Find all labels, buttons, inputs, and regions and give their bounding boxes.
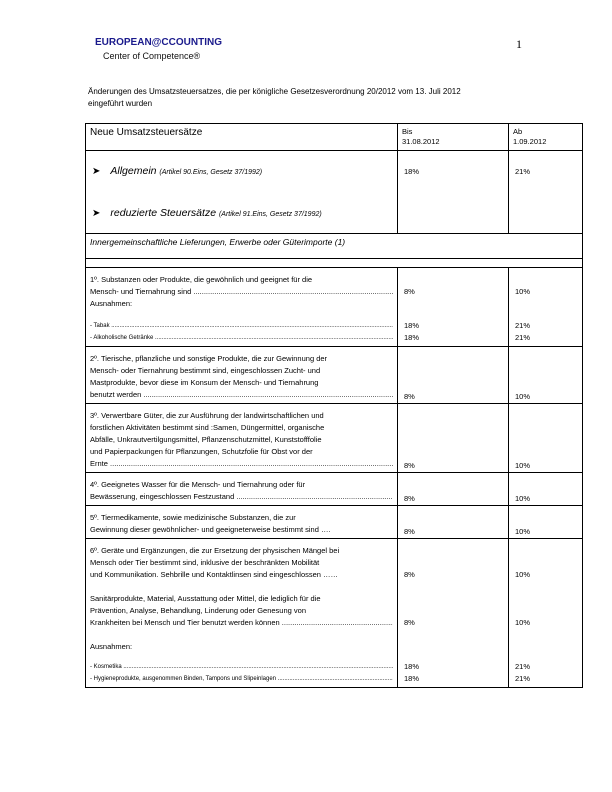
rate-value: 18% (404, 333, 420, 342)
row-line: 4º. Geeignetes Wasser für die Mensch- und Tiernahrung oder für (90, 480, 306, 489)
rate-before-cell (398, 404, 509, 473)
table-header-row (86, 124, 583, 151)
row-line: benutzt werden ..... (90, 389, 393, 401)
rate-value: 8% (404, 618, 415, 627)
rate-before-cell (398, 473, 509, 506)
spacer-cell (86, 259, 583, 268)
general-rate-before: 18% (398, 151, 509, 234)
rate-value: 10% (515, 527, 531, 536)
col-header-line: Bis (402, 127, 413, 136)
row-line: und Papierpackungen für Pflanzungen, Schutzfolie für Obst vor der (90, 447, 313, 456)
rate-after-cell (509, 268, 583, 347)
table-row (86, 268, 583, 347)
rate-value: 10% (515, 287, 531, 296)
rate-after-cell (509, 539, 583, 688)
page-number: 1 (516, 37, 522, 51)
row-text (86, 506, 398, 539)
row-line: 1º. Substanzen oder Produkte, die gewöhnlich und geeignet für die (90, 275, 313, 284)
rate-value: 10% (515, 392, 531, 401)
row-line: Mensch- und Tiernahrung sind ..... (90, 286, 393, 298)
row-line: und Kommunikation. Sehbrille und Kontaktlinsen sind eingeschlossen …… (90, 570, 339, 579)
table-row (86, 506, 583, 539)
rate-value: 21% (515, 674, 531, 683)
rate-value: 8% (404, 570, 415, 579)
row-line: Mastprodukte, bevor diese im Konsum der Mensch- und Tiernahrung (90, 378, 319, 387)
row-line: Gewinnung dieser gewöhnlicher- und geeigneterweise bestimmt sind …. (90, 525, 331, 534)
category-ref: (Artikel 90.Eins, Gesetz 37/1992) (159, 169, 263, 176)
exception-line: - Hygieneprodukte, ausgenommen Binden, Tampons und Slipeinlagen ..... (90, 673, 393, 685)
rate-value: 18% (404, 674, 420, 683)
col-header-line: Ab (513, 127, 523, 136)
intro-text (88, 86, 528, 110)
rate-value: 18% (404, 662, 420, 671)
row-line: Ernte ..... (90, 458, 393, 470)
row-text (86, 404, 398, 473)
row-line: Abfälle, Unkrautvertilgungsmittel, Pflanzenschutzmittel, Kunststofffolie (90, 435, 322, 444)
col-header-line: 1.09.2012 (513, 137, 547, 146)
table-title: Neue Umsatzsteuersätze (86, 124, 398, 151)
category-reduced (86, 207, 397, 219)
rate-value: 10% (515, 618, 531, 627)
row-line: Ausnahmen: (90, 299, 133, 308)
col-header-before (398, 124, 509, 151)
row-line: Mensch oder Tier bestimmt sind, inklusive der beschränkten Mobilität (90, 558, 320, 567)
rate-value: 10% (515, 494, 531, 503)
spacer-row (86, 259, 583, 268)
general-rate-after: 21% (509, 151, 583, 234)
brand-subtitle: Center of Competence® (103, 51, 201, 61)
row-line: 2º. Tierische, pflanzliche und sonstige Produkte, die zur Gewinnung der (90, 354, 328, 363)
rate-value: 10% (515, 570, 531, 579)
row-text (86, 473, 398, 506)
rate-value: 21% (515, 333, 531, 342)
row-line: Krankheiten bei Mensch und Tier benutzt werden können ..... (90, 617, 393, 629)
row-line: 6º. Geräte und Ergänzungen, die zur Ersetzung der physischen Mängel bei (90, 546, 340, 555)
row-line: Prävention, Analyse, Behandlung, Linderung oder Genesung von (90, 606, 306, 615)
arrow-bullet-icon: ➤ (92, 166, 101, 177)
row-text (86, 539, 398, 688)
row-text (86, 268, 398, 347)
intro-line: Änderungen des Umsatzsteuersatzes, die per königliche Gesetzesverordnung 20/2012 vom 13. Juli 2012 (88, 87, 461, 96)
row-line: 5º. Tiermedikamente, sowie medizinische Substanzen, die zur (90, 513, 296, 522)
rate-categories-row (86, 151, 583, 234)
category-label: Allgemein (110, 165, 157, 177)
rate-after-cell (509, 347, 583, 404)
section-title: Innergemeinschaftliche Lieferungen, Erwerbe oder Güterimporte (1) (86, 234, 583, 259)
row-line: Sanitärprodukte, Material, Ausstattung oder Mittel, die lediglich für die (90, 594, 321, 603)
rate-before-cell (398, 539, 509, 688)
rate-before-cell (398, 347, 509, 404)
arrow-bullet-icon: ➤ (92, 208, 101, 219)
rate-before-cell (398, 268, 509, 347)
exception-line: - Alkoholische Getränke ..... (90, 332, 393, 344)
rate-after-cell (509, 473, 583, 506)
vat-rates-table (85, 123, 583, 688)
exception-line: - Kosmetika ..... (90, 661, 393, 673)
intro-line: eingeführt wurden (88, 99, 153, 108)
row-line: Mensch- oder Tiernahrung bestimmt sind, eingeschlossen Zucht- und (90, 366, 321, 375)
category-general (86, 165, 397, 177)
rate-value: 8% (404, 461, 415, 470)
rate-before-cell (398, 506, 509, 539)
table-row (86, 473, 583, 506)
rate-after-cell (509, 404, 583, 473)
section-row (86, 234, 583, 259)
category-label: reduzierte Steuersätze (110, 207, 217, 219)
rate-value: 21% (515, 662, 531, 671)
row-line: forstlichen Aktivitäten bestimmt sind :Samen, Düngermittel, organische (90, 423, 325, 432)
col-header-after (509, 124, 583, 151)
brand-name: EUROPEAN@CCOUNTING (95, 37, 222, 48)
table-row (86, 539, 583, 688)
rate-value: 8% (404, 494, 415, 503)
rate-after-cell (509, 506, 583, 539)
row-line: Bewässerung, eingeschlossen Festzustand ..... (90, 491, 393, 503)
rate-value: 10% (515, 461, 531, 470)
row-text (86, 347, 398, 404)
row-line: 3º. Verwertbare Güter, die zur Ausführung der landwirtschaftlichen und (90, 411, 324, 420)
col-header-line: 31.08.2012 (402, 137, 440, 146)
rate-value: 21% (515, 321, 531, 330)
rate-value: 8% (404, 392, 415, 401)
rate-value: 8% (404, 287, 415, 296)
exception-line: - Tabak ..... (90, 320, 393, 332)
table-row (86, 347, 583, 404)
category-ref: (Artikel 91.Eins, Gesetz 37/1992) (218, 211, 322, 218)
exceptions-label: Ausnahmen: (90, 642, 133, 651)
rate-value: 18% (404, 321, 420, 330)
table-row (86, 404, 583, 473)
rate-value: 8% (404, 527, 415, 536)
rate-categories-cell (86, 151, 398, 234)
